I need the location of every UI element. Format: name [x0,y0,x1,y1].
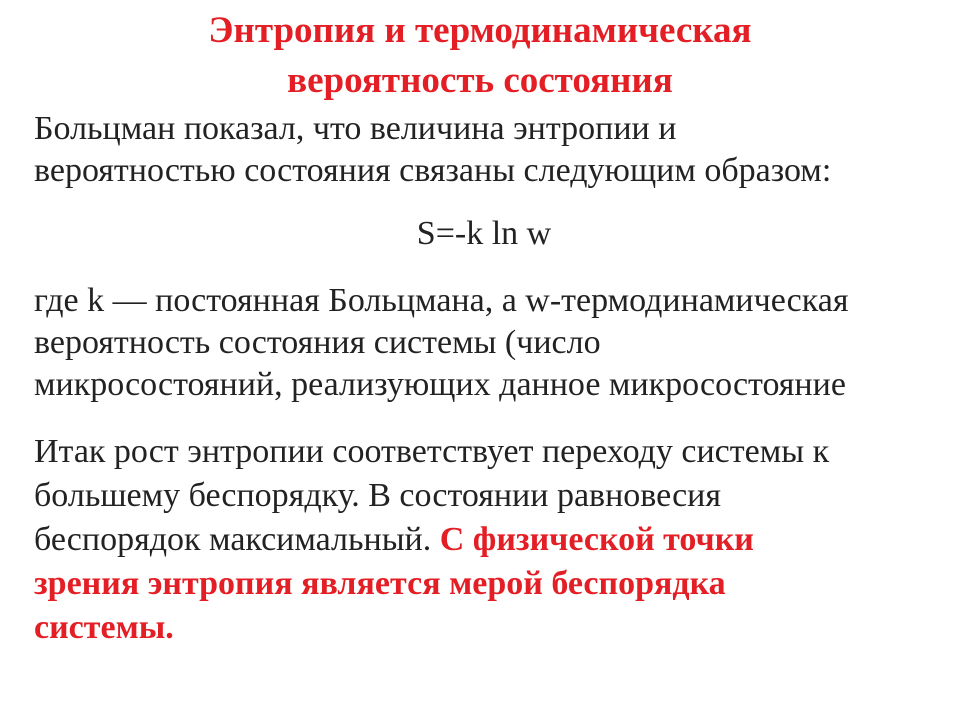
conclusion-paragraph [34,430,934,650]
intro-line-2: вероятностью состояния связаны следующим образом: [34,152,832,189]
conclusion-emphasis-line-5: системы. [34,609,174,646]
definition-line-2: вероятность состояния системы (число [34,324,601,361]
slide-title-line-2: вероятность состояния [287,60,673,101]
conclusion-emphasis-start: С физической точки [439,521,754,558]
intro-paragraph [34,108,934,192]
conclusion-line-3 [34,518,934,562]
conclusion-line-3-plain: беспорядок максимальный. [34,521,440,558]
conclusion-line-1: Итак рост энтропии соответствует переходу системы к [34,433,830,470]
boltzmann-formula: S=-k ln w [416,215,552,252]
intro-line-1: Больцман показал, что величина энтропии и [34,110,677,147]
definition-line-3: микросостояний, реализующих данное микросостояние [34,366,846,403]
conclusion-line-2: большему беспорядку. В состоянии равновесия [34,477,722,514]
definition-line-1: где k — постоянная Больцмана, а w-термодинамическая [34,282,849,319]
conclusion-emphasis-line-4: зрения энтропия является мерой беспорядка [34,565,726,602]
slide-title [0,6,960,106]
definition-paragraph [34,280,934,406]
slide-title-line-1: Энтропия и термодинамическая [208,10,752,51]
